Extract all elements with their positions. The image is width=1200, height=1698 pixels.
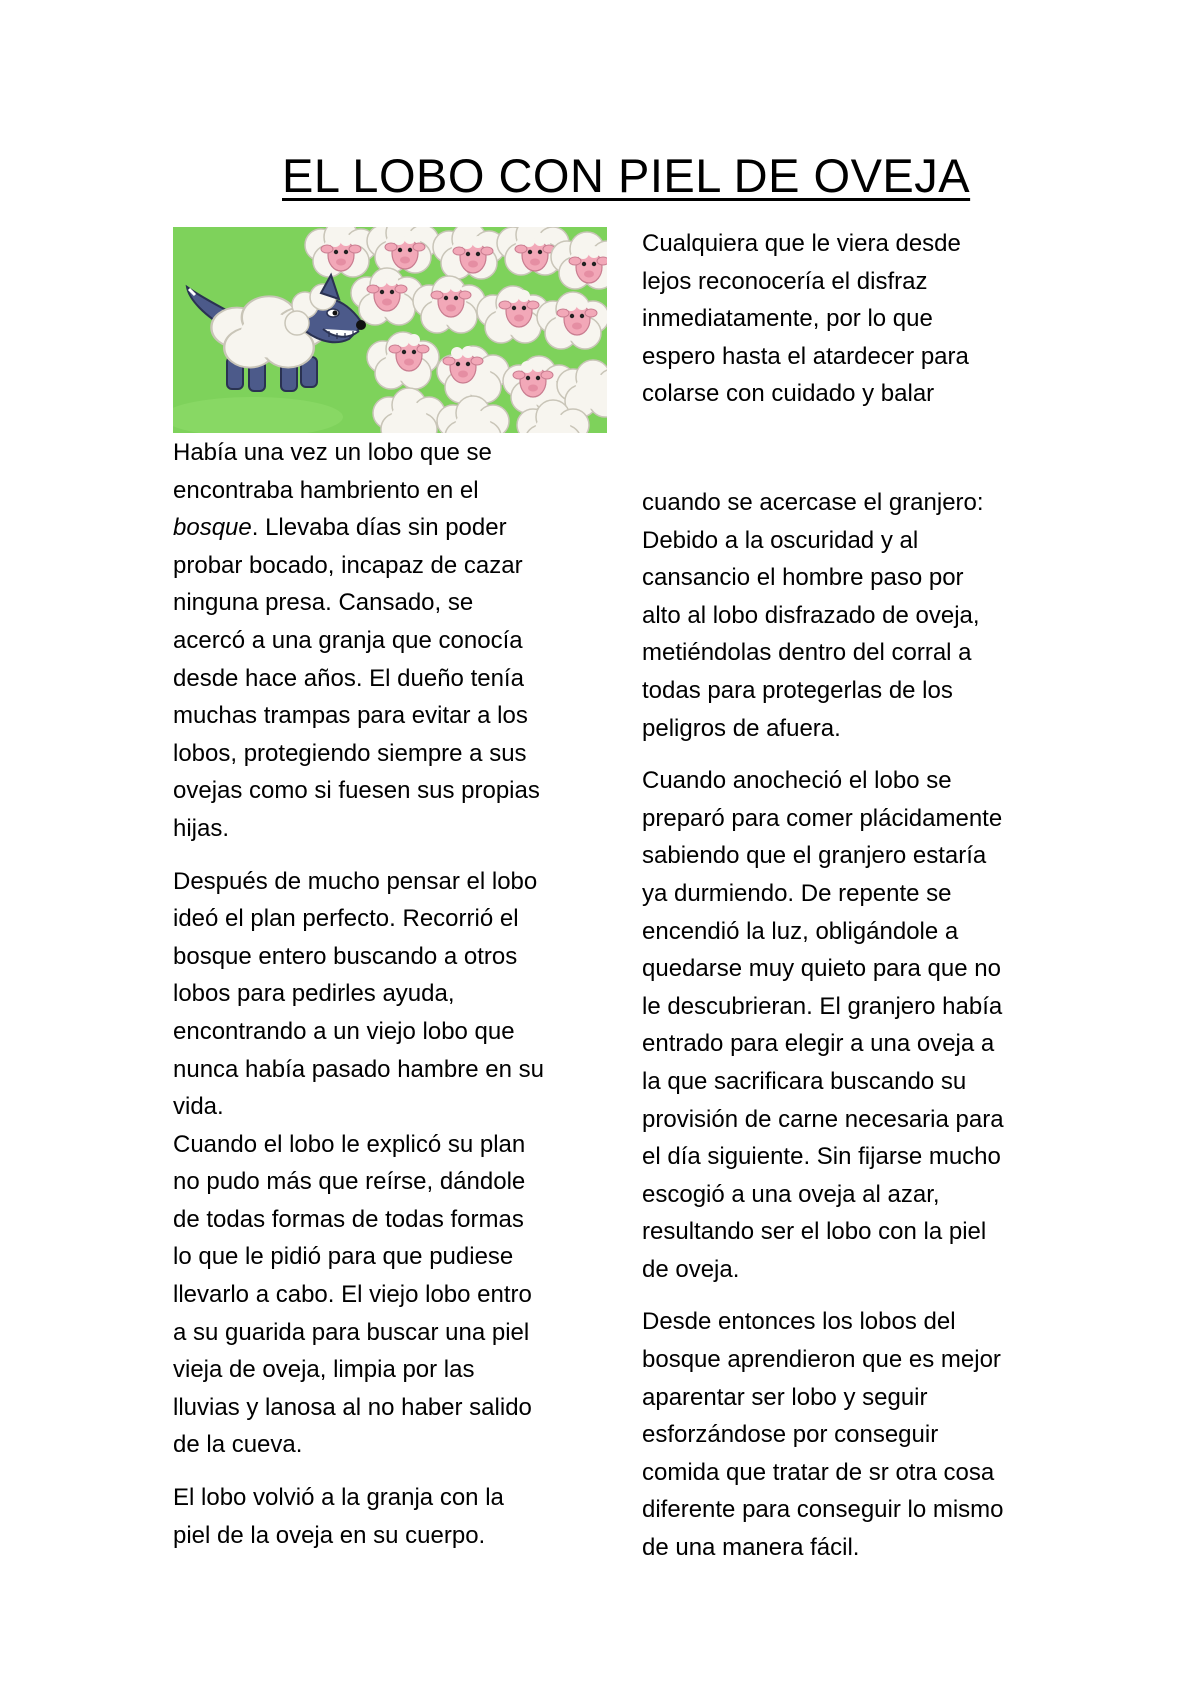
text-line: espero hasta el atardecer para xyxy=(642,342,969,370)
text-line: inmediatamente, por lo que xyxy=(642,305,933,333)
text-line: Cualquiera que le viera desde xyxy=(642,230,961,257)
text-line: aparentar ser lobo y seguir xyxy=(642,1383,928,1411)
text-line: metiéndolas dentro del corral a xyxy=(642,639,972,667)
text-line: vieja de oveja, limpia por las xyxy=(173,1356,475,1384)
emphasized-word: bosque xyxy=(173,514,252,542)
text-line: desde hace años. El dueño tenía xyxy=(173,664,524,692)
text-line: lo que le pidió para que pudiese xyxy=(173,1243,514,1271)
text-line: ya durmiendo. De repente se xyxy=(642,879,952,907)
text-line: vida. xyxy=(173,1093,224,1121)
right-column-top xyxy=(642,225,1052,413)
left-column xyxy=(173,434,583,1554)
text-line: de la cueva. xyxy=(173,1431,303,1459)
text-line: de todas formas de todas formas xyxy=(173,1205,524,1233)
text-line: todas para protegerlas de los xyxy=(642,676,953,704)
wolf-in-sheep-clothing-illustration xyxy=(173,227,607,433)
paragraph xyxy=(642,225,1052,413)
text-line: bosque entero buscando a otros xyxy=(173,942,518,970)
text-line: colarse con cuidado y balar xyxy=(642,380,935,408)
text-line: sabiendo que el granjero estaría xyxy=(642,842,987,870)
text-line: peligros de afuera. xyxy=(642,714,841,742)
text-line: encontraba hambriento en el xyxy=(173,476,479,504)
text-line: de una manera fácil. xyxy=(642,1534,860,1562)
text-line: lobos para pedirles ayuda, xyxy=(173,980,455,1008)
text-line: encendió la luz, obligándole a xyxy=(642,917,959,945)
text-line: entrado para elegir a una oveja a xyxy=(642,1030,995,1058)
text-line: El lobo volvió a la granja con la xyxy=(173,1484,504,1512)
paragraph xyxy=(173,1126,583,1464)
text-line: Desde entonces los lobos del xyxy=(642,1308,956,1336)
text-line: ovejas como si fuesen sus propias xyxy=(173,777,540,805)
text-line: bosque aprendieron que es mejor xyxy=(642,1346,1001,1374)
text-line: encontrando a un viejo lobo que xyxy=(173,1017,515,1045)
text-line: preparó para comer plácidamente xyxy=(642,804,1003,832)
text-line: lluvias y lanosa al no haber salido xyxy=(173,1393,532,1421)
text-line: la que sacrificara buscando su xyxy=(642,1067,967,1095)
text-line xyxy=(173,509,583,547)
text-line: Cuando anocheció el lobo se xyxy=(642,767,952,795)
paragraph xyxy=(642,762,1052,1288)
text-line: resultando ser el lobo con la piel xyxy=(642,1218,987,1246)
text-line: Cuando el lobo le explicó su plan xyxy=(173,1130,526,1158)
text-line: cansancio el hombre paso por xyxy=(642,564,964,592)
text-line: acercó a una granja que conocía xyxy=(173,626,523,654)
paragraph xyxy=(173,1479,583,1554)
text-line: provisión de carne necesaria para xyxy=(642,1105,1004,1133)
paragraph xyxy=(642,1303,1052,1566)
document-title: EL LOBO CON PIEL DE OVEJA xyxy=(282,149,971,202)
text-line: escogió a una oveja al azar, xyxy=(642,1180,940,1208)
text-line: diferente para conseguir lo mismo xyxy=(642,1496,1004,1524)
paragraph xyxy=(173,434,583,848)
text-line: de oveja. xyxy=(642,1255,740,1283)
text-line: quedarse muy quieto para que no xyxy=(642,955,1001,983)
text-line: cuando se acercase el granjero: xyxy=(642,489,984,516)
text-line: ninguna presa. Cansado, se xyxy=(173,589,474,617)
text-line: piel de la oveja en su cuerpo. xyxy=(173,1521,486,1549)
text-line: llevarlo a cabo. El viejo lobo entro xyxy=(173,1281,532,1309)
text-line: comida que tratar de sr otra cosa xyxy=(642,1458,995,1486)
text-line: muchas trampas para evitar a los xyxy=(173,702,528,730)
text-line: probar bocado, incapaz de cazar xyxy=(173,551,523,579)
text-line: lejos reconocería el disfraz xyxy=(642,267,928,295)
text-line: ideó el plan perfecto. Recorrió el xyxy=(173,905,519,933)
text-line: hijas. xyxy=(173,814,230,842)
text-line: Después de mucho pensar el lobo xyxy=(173,867,538,895)
text-line: le descubrieran. El granjero había xyxy=(642,992,1003,1020)
text-line: Había una vez un lobo que se xyxy=(173,439,492,466)
text-line: nunca había pasado hambre en su xyxy=(173,1055,544,1083)
text-line: alto al lobo disfrazado de oveja, xyxy=(642,601,980,629)
paragraph xyxy=(173,863,583,1126)
text-line: Debido a la oscuridad y al xyxy=(642,526,919,554)
text-line: no pudo más que reírse, dándole xyxy=(173,1168,526,1196)
text-line: esforzándose por conseguir xyxy=(642,1421,939,1449)
paragraph xyxy=(642,484,1052,747)
text-fragment: . Llevaba días sin poder xyxy=(251,514,507,542)
text-line: el día siguiente. Sin fijarse mucho xyxy=(642,1143,1001,1171)
text-line: a su guarida para buscar una piel xyxy=(173,1318,530,1346)
text-line: lobos, protegiendo siempre a sus xyxy=(173,739,527,767)
right-column xyxy=(642,484,1052,1567)
